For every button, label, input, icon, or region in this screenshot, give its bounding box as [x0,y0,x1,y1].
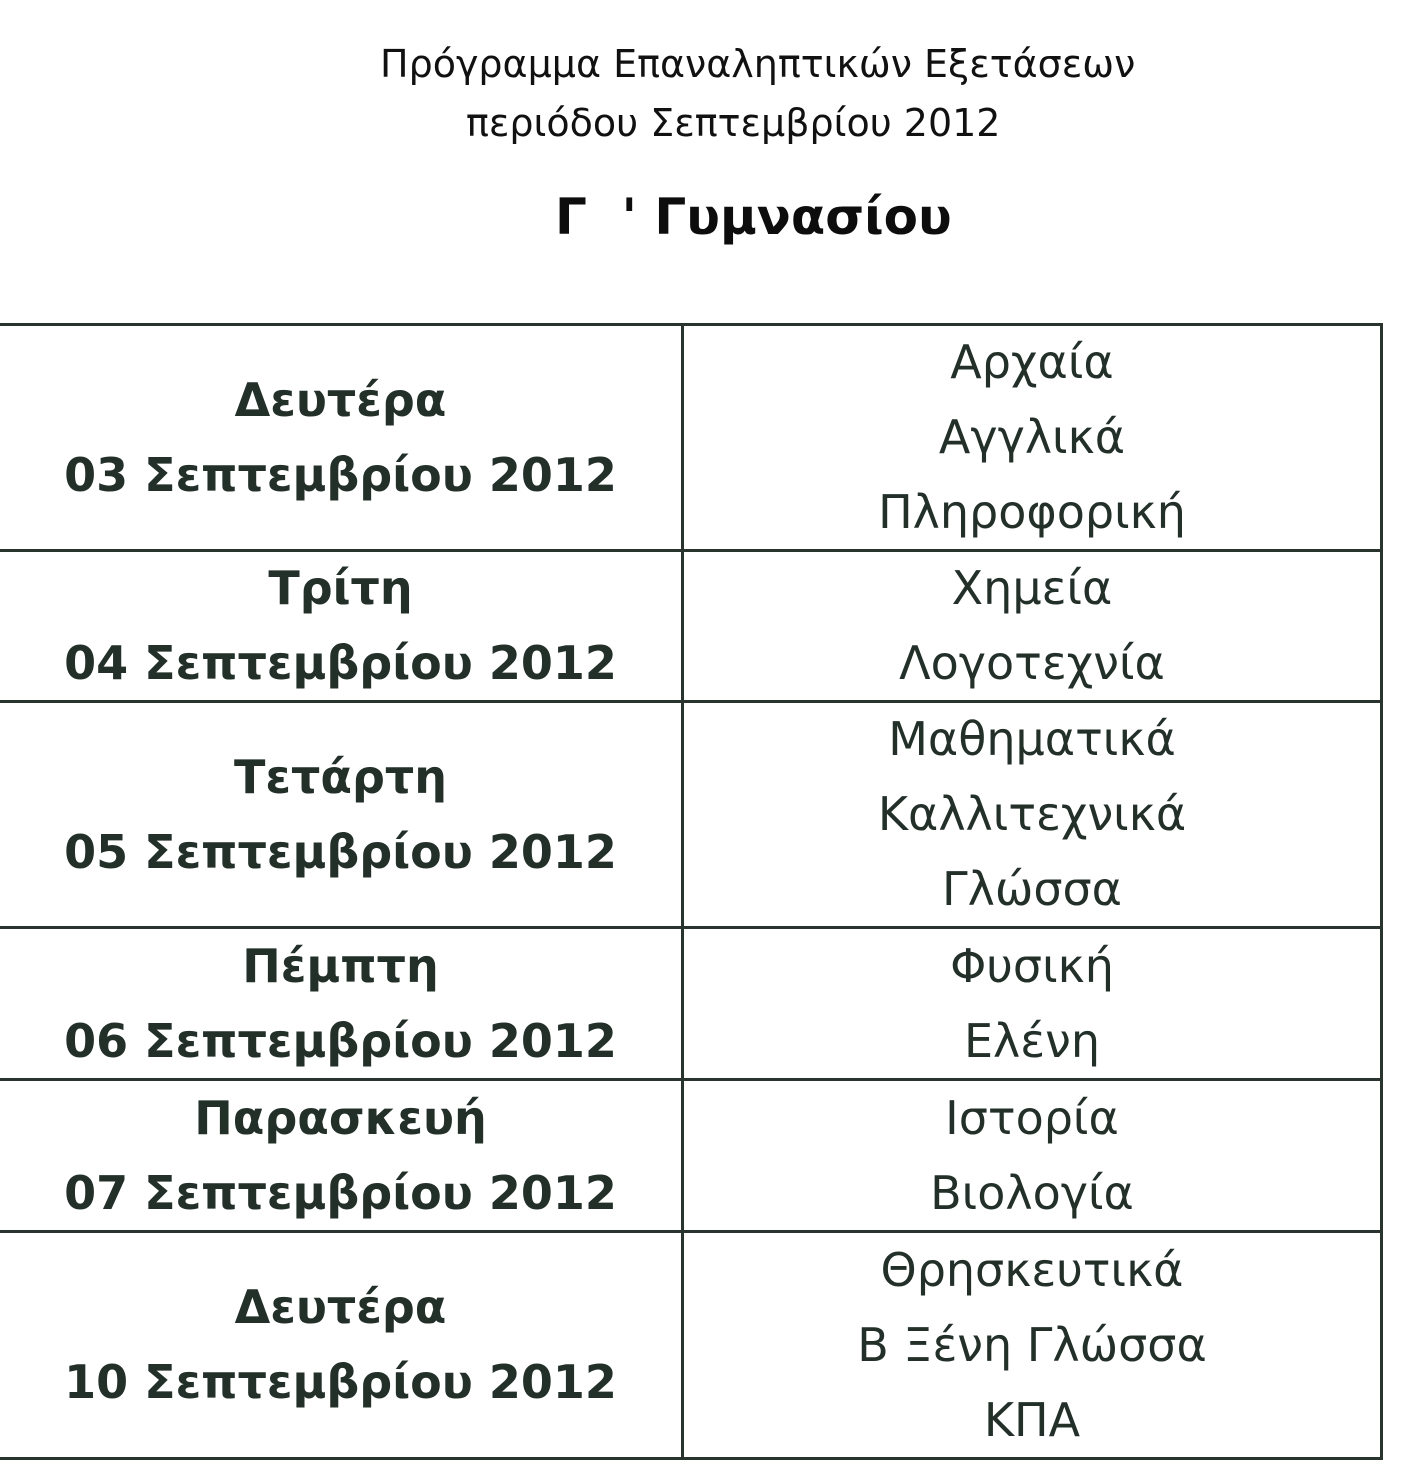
schedule-row [0,326,1380,552]
schedule-row [0,703,1380,929]
exam-date: 04 Σεπτεμβρίου 2012 [64,636,617,690]
subjects-cell [684,929,1380,1078]
exam-date: 10 Σεπτεμβρίου 2012 [64,1355,617,1409]
subject-name: Βιολογία [930,1165,1134,1220]
day-name: Τετάρτη [234,749,447,804]
exam-date: 03 Σεπτεμβρίου 2012 [64,447,617,502]
subject-name: Αρχαία [950,335,1114,389]
subject-name: Φυσική [950,938,1114,993]
day-name: Δευτέρα [234,1280,447,1334]
date-cell [0,929,684,1078]
schedule-row [0,1081,1380,1233]
subject-name: Καλλιτεχνικά [877,787,1187,841]
exam-date: 05 Σεπτεμβρίου 2012 [64,824,617,879]
day-name: Δευτέρα [234,372,447,427]
subject-name: Χημεία [951,561,1113,615]
subject-name: Μαθηματικά [888,712,1176,766]
subject-name: Λογοτεχνία [899,636,1165,690]
exam-schedule-table [0,323,1383,1460]
subject-name: Ελένη [963,1013,1100,1068]
subject-name: Πληροφορική [878,485,1186,539]
date-cell [0,1233,684,1457]
document-title: Πρόγραμμα Επαναληπτικών Εξετάσεων [380,42,1136,86]
schedule-row [0,552,1380,703]
subject-name: Β Ξένη Γλώσσα [857,1317,1207,1372]
subjects-cell [684,552,1380,700]
subjects-cell [684,703,1380,926]
date-cell [0,1081,684,1230]
subject-name: Αγγλικά [938,410,1126,464]
document-subtitle: περιόδου Σεπτεμβρίου 2012 [466,101,1001,145]
subjects-cell [684,1233,1380,1457]
day-name: Πέμπτη [242,938,439,993]
exam-date: 07 Σεπτεμβρίου 2012 [64,1165,617,1220]
date-cell [0,552,684,700]
schedule-row [0,929,1380,1081]
day-name: Τρίτη [268,561,413,615]
schedule-row [0,1233,1380,1457]
exam-date: 06 Σεπτεμβρίου 2012 [64,1013,617,1068]
day-name: Παρασκευή [194,1090,487,1145]
subjects-cell [684,1081,1380,1230]
subject-name: Γλώσσα [941,862,1122,916]
subjects-cell [684,326,1380,549]
date-cell [0,326,684,549]
date-cell [0,703,684,926]
subject-name: ΚΠΑ [983,1392,1081,1447]
subject-name: Ιστορία [945,1090,1119,1145]
class-heading: Γ ' Γυμνασίου [555,188,952,246]
subject-name: Θρησκευτικά [880,1242,1184,1297]
